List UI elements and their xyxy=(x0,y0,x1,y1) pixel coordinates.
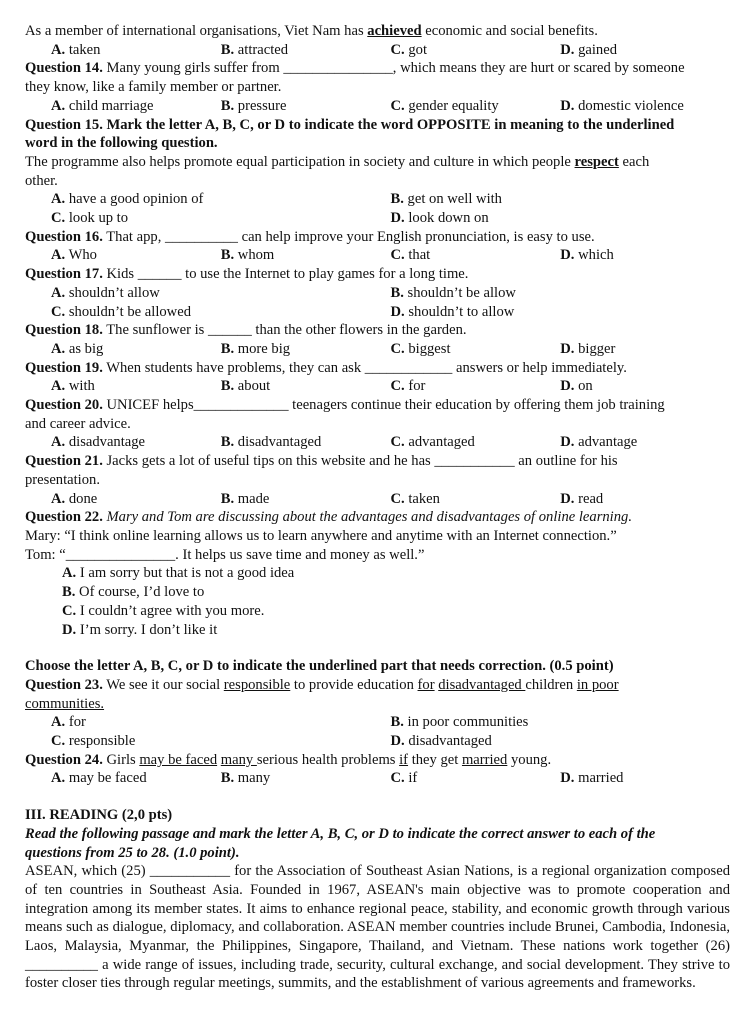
option-a[interactable]: A. have a good opinion of xyxy=(51,191,204,208)
q21-options xyxy=(25,490,730,509)
spacer xyxy=(25,639,730,657)
q18-options xyxy=(25,340,730,359)
q22-tom-line: Tom: “_______________. It helps us save time and money as well.” xyxy=(25,546,425,563)
q15-key-word: respect xyxy=(574,153,619,170)
reading-passage: ASEAN, which (25) ___________ for the Association of Southeast Asian Nations, is a regional organization composed of ten countries in Southeast Asia. Founded in 1967, ASEAN's main objective was to promote cooperation and integration among its member states. It aims to enhance regional peace, stability, and economic growth through various means such as dialogue, diplomacy, and collaboration. ASEAN member countries include Brunei, Cambodia, Indonesia, Laos, Malaysia, Myanmar, the Philippines, Singapore, Thailand, and Vietnam. These nations work together (26) __________ a wide range of issues, including trade, security, cultural exchange, and social development. They strive to foster closer ties through regular meetings, summits, and the establishment of various agreements and frameworks. xyxy=(25,863,730,992)
q21-stem: Question 21. Jacks gets a lot of useful tips on this website and he has ___________ an outline for his xyxy=(25,453,618,470)
option-b[interactable]: B. disadvantaged xyxy=(220,434,322,451)
option-a[interactable]: A. with xyxy=(51,378,95,395)
q15-options-row2 xyxy=(25,209,730,228)
option-a[interactable]: A. done xyxy=(51,490,98,507)
q23-options-row2 xyxy=(25,732,730,751)
q14-stem-cont: they know, like a family member or partner. xyxy=(25,79,282,96)
q15-stem-cont: other. xyxy=(25,172,58,189)
q14-stem: Question 14. Many young girls suffer from _______________, which means they are hurt or scared by someone xyxy=(25,60,685,77)
q16-stem: Question 16. That app, __________ can help improve your English pronunciation, is easy to use. xyxy=(25,228,595,245)
q20-options xyxy=(25,433,730,452)
option-a[interactable]: A. for xyxy=(51,714,86,731)
q22-mary-line: Mary: “I think online learning allows us to learn anywhere and anytime with an Internet connection.” xyxy=(25,527,617,544)
option-d[interactable]: D. shouldn’t to allow xyxy=(390,303,515,320)
option-b[interactable]: B. many xyxy=(220,770,271,787)
question-label: Question 16. xyxy=(25,228,103,245)
option-b[interactable]: B. Of course, I’d love to xyxy=(62,584,205,601)
question-label: Question 21. xyxy=(25,453,103,470)
q15-stem: The programme also helps promote equal participation in society and culture in which people respect each xyxy=(25,153,650,170)
option-b[interactable]: B. whom xyxy=(220,247,275,264)
q19-options xyxy=(25,377,730,396)
option-c[interactable]: C. biggest xyxy=(390,340,451,357)
option-b[interactable]: B. about xyxy=(220,378,271,395)
q19-stem: Question 19. When students have problems, they can ask ____________ answers or help immediately. xyxy=(25,359,627,376)
q16-options xyxy=(25,246,730,265)
option-d[interactable]: D. advantage xyxy=(560,434,638,451)
q13-stem: As a member of international organisations, Viet Nam has achieved economic and social benefits. xyxy=(25,23,598,39)
option-c[interactable]: C. that xyxy=(390,247,431,264)
option-c[interactable]: C. shouldn’t be allowed xyxy=(51,303,191,320)
q24-stem: Question 24. Girls may be faced many serious health problems if they get married young. xyxy=(25,751,552,768)
option-b[interactable]: B. more big xyxy=(220,340,291,357)
option-d[interactable]: D. I’m sorry. I don’t like it xyxy=(62,621,218,638)
question-label: Question 20. xyxy=(25,397,103,414)
spacer xyxy=(25,788,730,806)
q23-stem: Question 23. We see it our social responsible to provide education for disadvantaged children in poor xyxy=(25,676,619,693)
option-b[interactable]: B. in poor communities xyxy=(390,714,529,731)
option-c[interactable]: C. taken xyxy=(390,490,440,507)
q15-options-row1 xyxy=(25,190,730,209)
question-label: Question 23. xyxy=(25,676,103,693)
q20-stem-cont: and career advice. xyxy=(25,415,131,432)
option-c[interactable]: C. advantaged xyxy=(390,434,475,451)
q14-options xyxy=(25,97,730,116)
option-d[interactable]: D. married xyxy=(560,770,624,787)
option-a[interactable]: A. shouldn’t allow xyxy=(51,284,160,301)
q17-options-row1 xyxy=(25,284,730,303)
q22-context: Question 22. Mary and Tom are discussing about the advantages and disadvantages of online learning. xyxy=(25,509,632,526)
q17-options-row2 xyxy=(25,303,730,322)
option-b[interactable]: B. shouldn’t be allow xyxy=(390,284,516,301)
option-a[interactable]: A. may be faced xyxy=(51,770,147,787)
question-label: Question 17. xyxy=(25,266,103,283)
option-c[interactable]: C. gender equality xyxy=(390,97,499,114)
correction-section-heading: Choose the letter A, B, C, or D to indicate the underlined part that needs correction. (0.5 point) xyxy=(25,658,614,675)
q15-heading: Question 15. Mark the letter A, B, C, or D to indicate the word OPPOSITE in meaning to the underlined xyxy=(25,116,675,133)
option-c[interactable]: C. got xyxy=(390,41,427,58)
reading-heading: III. READING (2,0 pts) xyxy=(25,807,173,824)
option-a[interactable]: A. child marriage xyxy=(51,97,154,114)
option-d[interactable]: D. gained xyxy=(560,41,618,58)
q20-stem: Question 20. UNICEF helps_____________ teenagers continue their education by offering them job training xyxy=(25,397,665,414)
q13-key-word: achieved xyxy=(367,23,422,39)
option-c[interactable]: C. if xyxy=(390,770,418,787)
q23-options-row1 xyxy=(25,713,730,732)
option-c[interactable]: C. look up to xyxy=(51,210,129,227)
question-label: Question 24. xyxy=(25,751,103,768)
option-a[interactable]: A. taken xyxy=(51,41,101,58)
q17-stem: Question 17. Kids ______ to use the Internet to play games for a long time. xyxy=(25,266,469,283)
q13-options xyxy=(25,41,730,60)
option-c[interactable]: C. responsible xyxy=(51,733,136,750)
q18-stem: Question 18. The sunflower is ______ than the other flowers in the garden. xyxy=(25,322,467,339)
option-d[interactable]: D. read xyxy=(560,490,604,507)
question-label: Question 18. xyxy=(25,322,103,339)
option-c[interactable]: C. for xyxy=(390,378,426,395)
question-label: Question 19. xyxy=(25,359,103,376)
option-a[interactable]: A. I am sorry but that is not a good idea xyxy=(62,565,295,582)
option-b[interactable]: B. get on well with xyxy=(390,191,502,208)
q24-options xyxy=(25,769,730,788)
option-a[interactable]: A. disadvantage xyxy=(51,434,146,451)
option-d[interactable]: D. domestic violence xyxy=(560,97,684,114)
q21-stem-cont: presentation. xyxy=(25,471,100,488)
option-a[interactable]: A. as big xyxy=(51,340,104,357)
option-d[interactable]: D. look down on xyxy=(390,210,489,227)
q23-stem-cont: communities. xyxy=(25,695,105,712)
option-d[interactable]: D. disadvantaged xyxy=(390,733,492,750)
option-d[interactable]: D. on xyxy=(560,378,593,395)
reading-instruction: Read the following passage and mark the letter A, B, C, or D to indicate the correct answer to each of the xyxy=(25,825,656,842)
question-label: Question 14. xyxy=(25,60,103,77)
reading-instruction-cont: questions from 25 to 28. (1.0 point). xyxy=(25,844,240,861)
option-b[interactable]: B. attracted xyxy=(220,41,289,58)
q15-heading-cont: word in the following question. xyxy=(25,135,218,152)
option-b[interactable]: B. pressure xyxy=(220,97,287,114)
option-c[interactable]: C. I couldn’t agree with you more. xyxy=(62,602,265,619)
option-a[interactable]: A. Who xyxy=(51,247,97,264)
option-d[interactable]: D. bigger xyxy=(560,340,616,357)
option-d[interactable]: D. which xyxy=(560,247,614,264)
option-b[interactable]: B. made xyxy=(220,490,270,507)
question-label: Question 22. xyxy=(25,509,103,526)
